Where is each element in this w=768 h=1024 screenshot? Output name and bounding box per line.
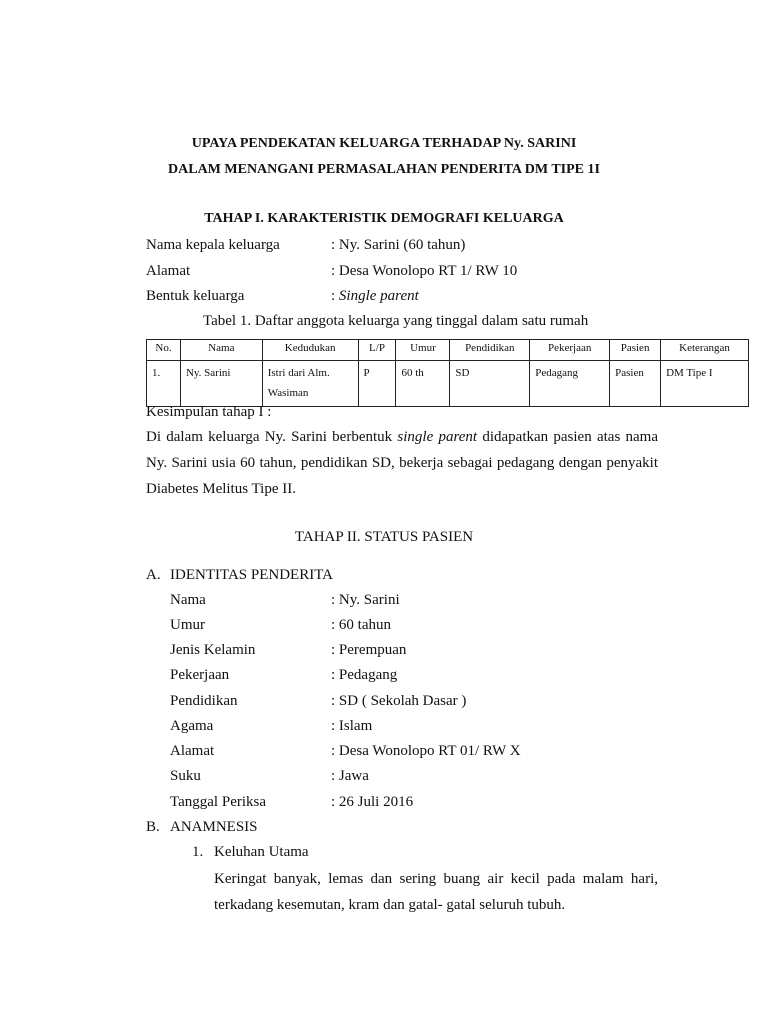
field-value: : Ny. Sarini (60 tahun) xyxy=(331,237,466,253)
table-cell: Ny. Sarini xyxy=(180,361,262,407)
table-header-cell: No. xyxy=(147,340,181,361)
table-cell: Pedagang xyxy=(530,361,610,407)
conclusion-text: didapatkan pasien atas nama Ny. Sarini usia 60 tahun, pendidikan SD, bekerja sebagai pedagang dengan penyakit Diabetes Melitus Tipe II. xyxy=(146,429,659,497)
doc-title-line1: UPAYA PENDEKATAN KELUARGA TERHADAP Ny. SARINI xyxy=(191,136,577,151)
conclusion-label: Kesimpulan tahap I : xyxy=(146,404,272,420)
table-row xyxy=(147,361,749,407)
conclusion-paragraph xyxy=(146,424,658,502)
table-header-cell: Kedudukan xyxy=(262,340,358,361)
table-header-cell: Umur xyxy=(396,340,450,361)
colon: : xyxy=(331,288,339,304)
stage2-heading: TAHAP II. STATUS PASIEN xyxy=(294,529,474,545)
section-b-title: ANAMNESIS xyxy=(170,819,258,835)
field-value xyxy=(331,288,419,305)
field-label: Nama xyxy=(170,592,206,608)
table-cell: Pasien xyxy=(610,361,661,407)
field-value: : Desa Wonolopo RT 1/ RW 10 xyxy=(331,263,518,279)
field-label: Bentuk keluarga xyxy=(146,288,245,304)
table-cell: 1. xyxy=(147,361,181,407)
field-label: Tanggal Periksa xyxy=(170,794,267,810)
table-cell: 60 th xyxy=(396,361,450,407)
field-value: : Perempuan xyxy=(331,642,407,658)
field-label: Alamat xyxy=(170,743,215,759)
section-b-marker: B. xyxy=(146,819,160,835)
field-value: : Islam xyxy=(331,718,373,734)
field-value: : Jawa xyxy=(331,768,369,784)
stage1-heading: TAHAP I. KARAKTERISTIK DEMOGRAFI KELUARGA xyxy=(204,211,564,226)
field-value: : Pedagang xyxy=(331,667,398,683)
table-header-cell: Pendidikan xyxy=(450,340,530,361)
field-label: Agama xyxy=(170,718,214,734)
field-label: Jenis Kelamin xyxy=(170,642,256,658)
field-label: Nama kepala keluarga xyxy=(146,237,280,253)
field-label: Alamat xyxy=(146,263,191,279)
table-header-cell: Keterangan xyxy=(661,340,749,361)
table-header-cell: L/P xyxy=(358,340,396,361)
chief-complaint-paragraph: Keringat banyak, lemas dan sering buang air kecil pada malam hari, terkadang kesemutan, kram dan gatal- gatal seluruh tubuh. xyxy=(214,871,658,913)
table-header-row xyxy=(147,340,749,361)
field-label: Pekerjaan xyxy=(170,667,230,683)
table-cell: P xyxy=(358,361,396,407)
field-label: Pendidikan xyxy=(170,693,238,709)
field-value: : 60 tahun xyxy=(331,617,391,633)
family-members-table xyxy=(146,339,749,407)
table-header-cell: Nama xyxy=(180,340,262,361)
field-value: : SD ( Sekolah Dasar ) xyxy=(331,693,467,709)
field-label: Umur xyxy=(170,617,205,633)
conclusion-italic: single parent xyxy=(397,429,478,445)
table-caption: Tabel 1. Daftar anggota keluarga yang tinggal dalam satu rumah xyxy=(203,313,589,329)
conclusion-text: Di dalam keluarga Ny. Sarini berbentuk xyxy=(146,429,398,445)
section-a-marker: A. xyxy=(146,567,161,583)
field-value: : Desa Wonolopo RT 01/ RW X xyxy=(331,743,521,759)
table-header-cell: Pasien xyxy=(610,340,661,361)
list-item-title: Keluhan Utama xyxy=(214,844,309,860)
field-value: : Ny. Sarini xyxy=(331,592,400,608)
field-value: : 26 Juli 2016 xyxy=(331,794,414,810)
doc-title-line2: DALAM MENANGANI PERMASALAHAN PENDERITA DM TIPE 1I xyxy=(168,162,600,177)
table-header-cell: Pekerjaan xyxy=(530,340,610,361)
italic-value: Single parent xyxy=(338,288,419,304)
list-item-marker: 1. xyxy=(192,844,204,860)
table-cell: SD xyxy=(450,361,530,407)
table-cell: Istri dari Alm. Wasiman xyxy=(262,361,358,407)
section-a-title: IDENTITAS PENDERITA xyxy=(170,567,333,583)
table-cell: DM Tipe I xyxy=(661,361,749,407)
field-label: Suku xyxy=(170,768,201,784)
